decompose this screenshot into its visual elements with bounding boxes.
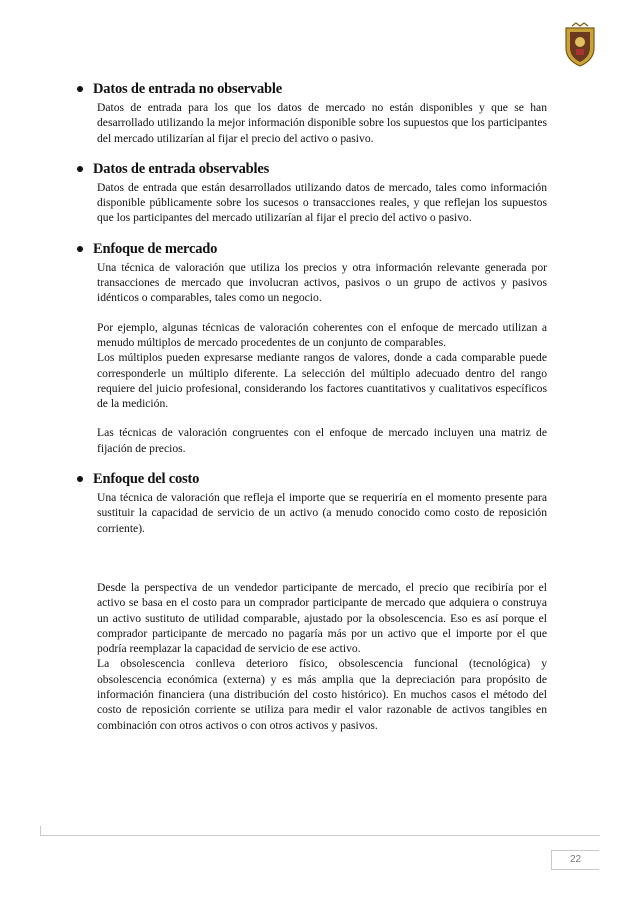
section-enfoque-costo (93, 470, 547, 733)
section-heading: Enfoque del costo (93, 471, 200, 488)
section-datos-observables (93, 160, 547, 226)
page-number: 22 (551, 850, 599, 870)
footer-rule (40, 835, 600, 836)
section-paragraph: Desde la perspectiva de un vendedor participante de mercado, el precio que recibiría por el activo se basa en el costo para un comprador participante de mercado que adquiera o construya un activo sustituto de utilidad comparable, ajustado por la obsolescencia. Eso es así porque el comprador participante de mercado no pagaría más por un activo que el importe por el que podría reemplazar la capacidad de servicio de ese activo. (97, 580, 547, 656)
section-paragraph: La obsolescencia conlleva deterioro físico, obsolescencia funcional (tecnológica) y obsolescencia económica (externa) y es más amplia que la depreciación para propósito de información financiera (una distribución del costo histórico). En muchos casos el método del costo de reposición corriente se utiliza para medir el valor razonable de activos tangibles en combinación con otros activos o con otros activos y pasivos. (97, 657, 547, 732)
section-paragraph: Una técnica de valoración que utiliza los precios y otra información relevante generada por transacciones de mercado que involucran activos, pasivos o un grupo de activos y pasivos idénticos o comparables, tales como un negocio. (97, 260, 547, 305)
main-content (93, 80, 547, 747)
section-paragraph: Una técnica de valoración que refleja el importe que se requeriría en el momento presente para sustituir la capacidad de servicio de un activo (a menudo conocido como costo de reposición corriente). (97, 491, 547, 535)
section-paragraph: Los múltiplos pueden expresarse mediante rangos de valores, donde a cada comparable puede corresponderle un múltiplo diferente. La selección del múltiplo adecuado dentro del rango requiere del juicio profesional, considerando los factores cuantitativos y cualitativos específicos de la medición. (97, 351, 547, 411)
section-paragraph: Datos de entrada que están desarrollados utilizando datos de mercado, tales como información disponible públicamente sobre los sucesos o transacciones reales, y que reflejan los supuestos que los participantes del mercado utilizarían al fijar el precio del activo o pasivo. (97, 180, 547, 225)
section-paragraph: Por ejemplo, algunas técnicas de valoración coherentes con el enfoque de mercado utilizan a menudo múltiplos de mercado procedentes de un conjunto de comparables. (97, 320, 547, 349)
section-heading: Enfoque de mercado (93, 240, 218, 257)
section-heading: Datos de entrada no observable (93, 81, 282, 97)
section-heading: Datos de entrada observables (93, 160, 270, 177)
bullet-icon (77, 166, 83, 172)
section-datos-no-observable (93, 80, 547, 146)
section-enfoque-mercado (93, 240, 547, 456)
section-paragraph: Las técnicas de valoración congruentes con el enfoque de mercado incluyen una matriz de fijación de precios. (97, 426, 547, 455)
bullet-icon (77, 476, 83, 482)
university-crest-icon (562, 22, 598, 68)
section-paragraph: Datos de entrada para los que los datos de mercado no están disponibles y que se han desarrollado utilizando la mejor información disponible sobre los supuestos que los participantes del mercado utilizarían al fijar el precio del activo o pasivo. (97, 101, 547, 145)
bullet-icon (77, 246, 83, 252)
bullet-icon (77, 86, 83, 92)
